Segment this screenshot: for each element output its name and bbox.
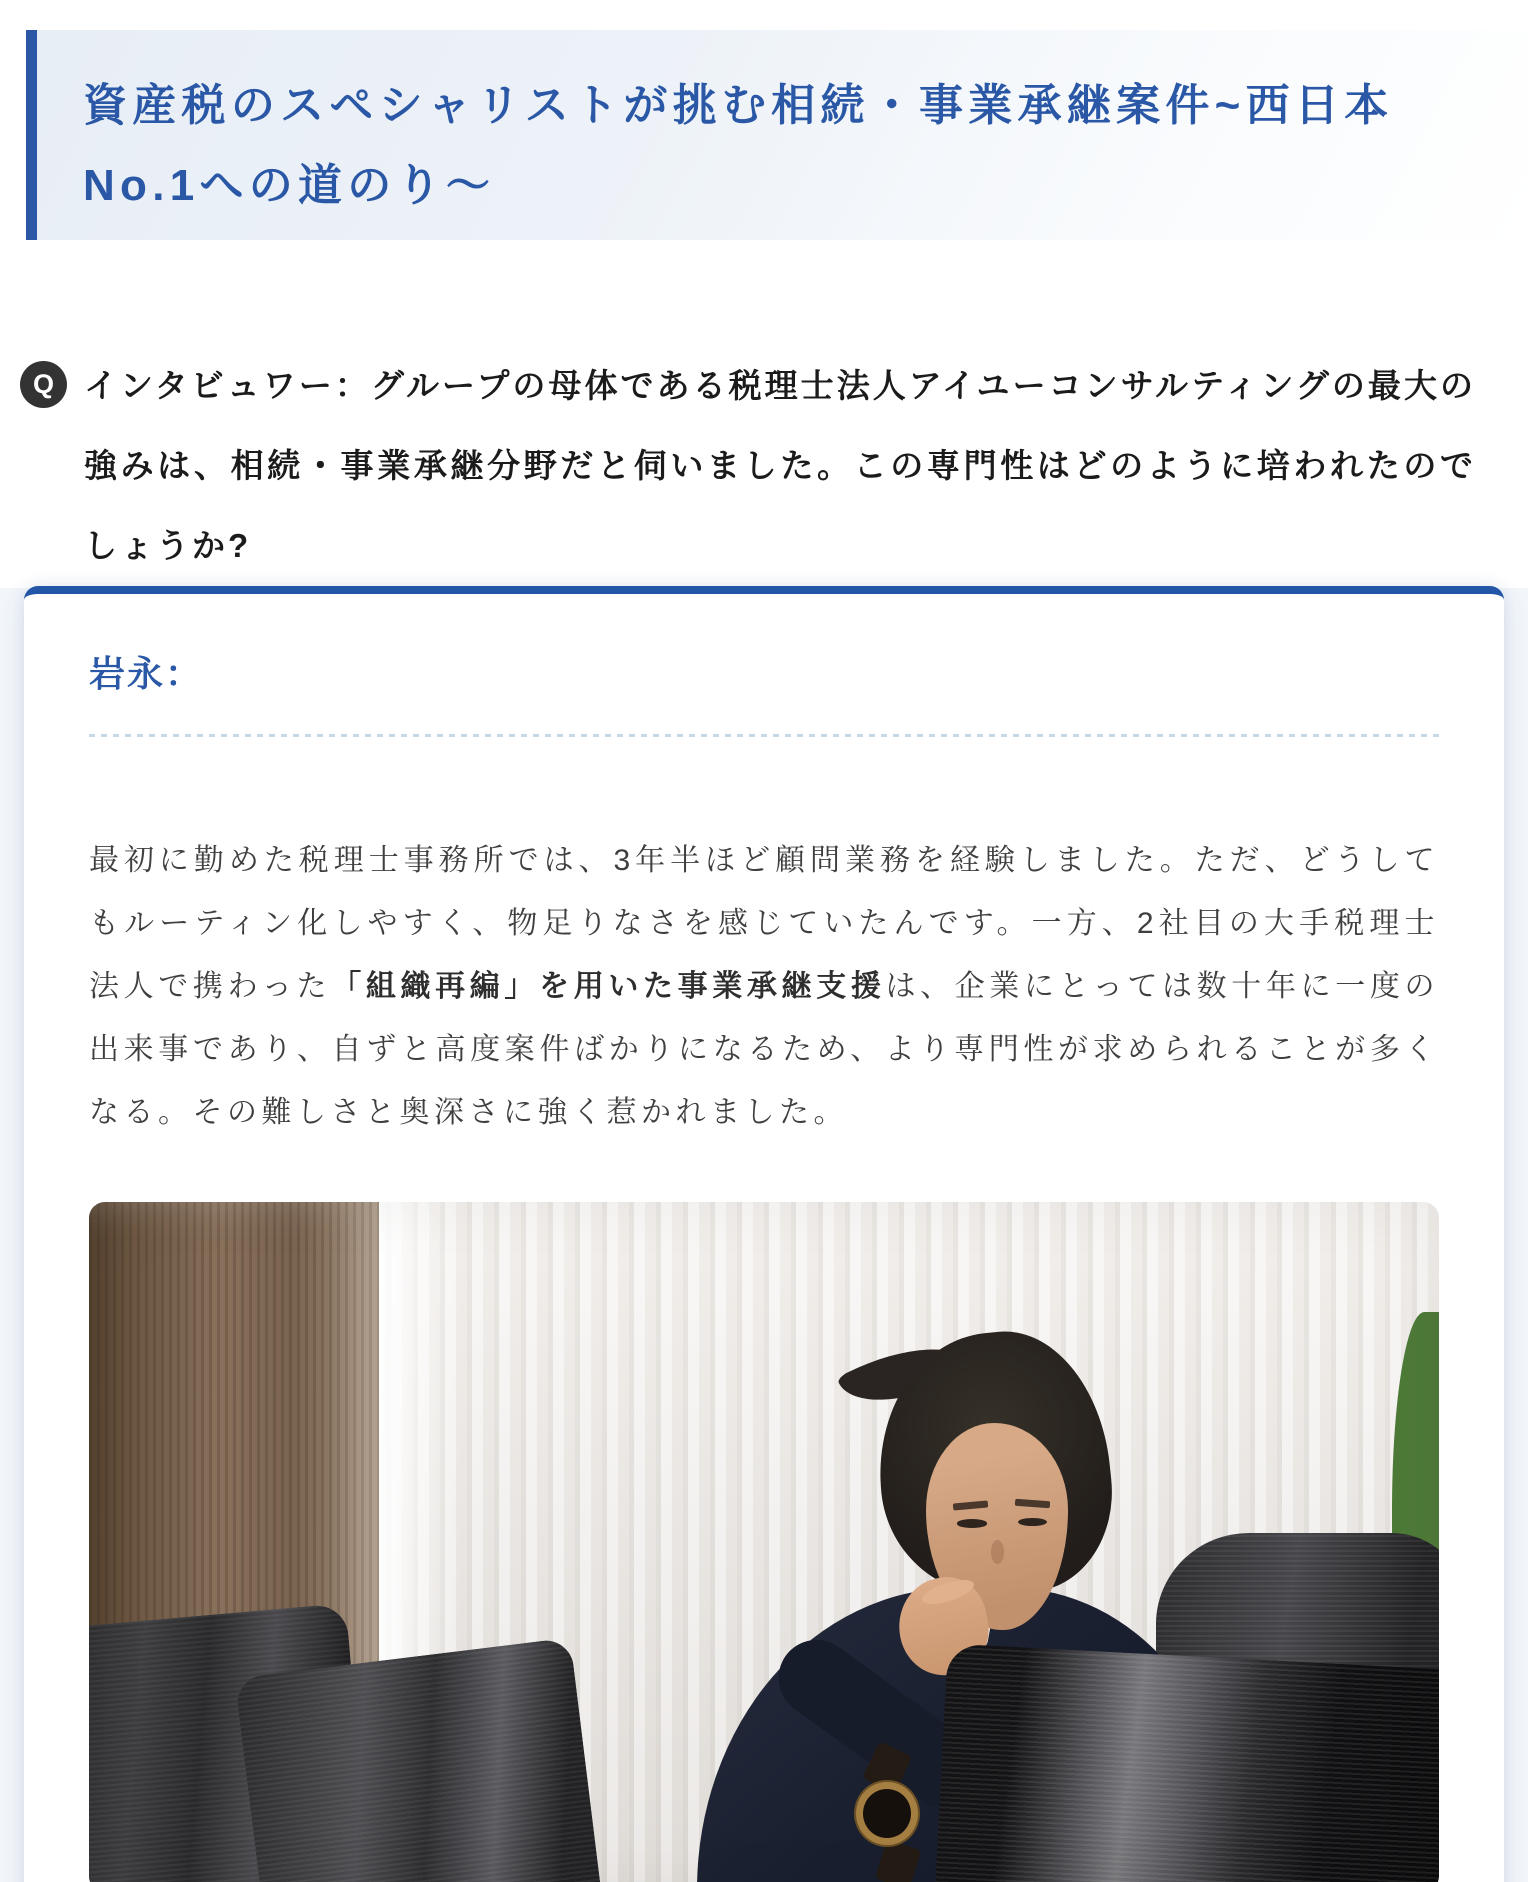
answer-card <box>24 586 1504 1882</box>
wrist-watch <box>856 1782 918 1845</box>
question-block <box>0 346 1528 586</box>
speaker-name: 岩永： <box>89 653 204 694</box>
interview-photo <box>89 1202 1439 1882</box>
page-title: 資産税のスペシャリストが挑む相続・事業承継案件~西日本No.1への道のり〜 <box>83 81 1394 210</box>
answer-segment: は、企業にとっては数十年に一度の出来事であり、自ずと高度案件ばかりになるため、より専門性が求められることが多くなる。その難しさと奥深さに強く惹かれました。 <box>89 970 1440 1129</box>
person-eye <box>957 1519 987 1527</box>
answer-paragraph <box>89 829 1439 1144</box>
photo-chair-left-2 <box>235 1638 605 1882</box>
article-header <box>26 30 1528 240</box>
answer-segment-bold: 「組織再編」を用いた事業承継支援 <box>331 970 886 1003</box>
question-badge-icon: Q <box>20 361 67 408</box>
dashed-divider <box>89 734 1439 737</box>
question-text: インタビュワー：グループの母体である税理士法人アイユーコンサルティングの最大の強みは、相続・事業承継分野だと伺いました。この専門性はどのように培われたのでしょうか? <box>84 367 1476 564</box>
answer-segment: 最初に勤めた税理士事務所では、3年半ほど顧問業務を経験しました。ただ、どうしてもルーティン化しやすく、物足りなさを感じていたんです。一方、2社目の大手税理士法人で携わった <box>89 844 1439 1003</box>
photo-chair-right <box>932 1644 1439 1882</box>
